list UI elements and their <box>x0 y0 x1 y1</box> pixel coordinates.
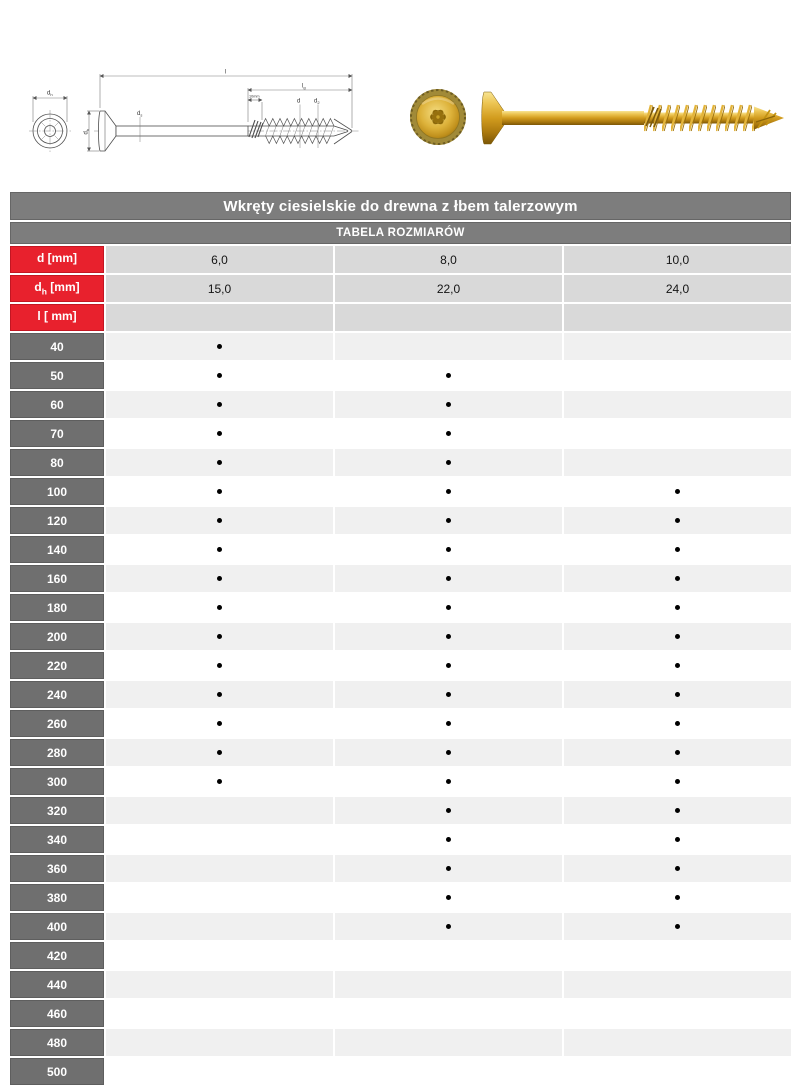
availability-cell <box>106 1000 333 1027</box>
spec-value <box>335 304 562 331</box>
spec-row-d <box>10 246 791 273</box>
availability-cell <box>106 536 333 563</box>
availability-dot <box>446 837 451 842</box>
spec-label-d: d [mm] <box>10 246 104 273</box>
availability-dot <box>446 721 451 726</box>
length-row <box>10 855 791 882</box>
availability-cell <box>335 1058 562 1085</box>
length-label: 180 <box>10 594 104 621</box>
table-subtitle: TABELA ROZMIARÓW <box>10 222 791 244</box>
length-label: 60 <box>10 391 104 418</box>
availability-dot <box>675 866 680 871</box>
availability-cell <box>106 971 333 998</box>
length-row <box>10 1029 791 1056</box>
availability-cell <box>564 449 791 476</box>
availability-cell <box>335 362 562 389</box>
availability-dot <box>446 924 451 929</box>
product-figures <box>0 0 796 185</box>
availability-cell <box>564 884 791 911</box>
availability-cell <box>106 333 333 360</box>
availability-cell <box>335 971 562 998</box>
availability-cell <box>564 478 791 505</box>
availability-dot <box>446 431 451 436</box>
availability-dot <box>675 721 680 726</box>
length-row <box>10 507 791 534</box>
length-label: 120 <box>10 507 104 534</box>
spec-value: 15,0 <box>106 275 333 302</box>
length-label: 360 <box>10 855 104 882</box>
length-label: 420 <box>10 942 104 969</box>
availability-cell <box>106 623 333 650</box>
availability-cell <box>106 507 333 534</box>
availability-cell <box>335 1000 562 1027</box>
availability-cell <box>564 1029 791 1056</box>
availability-dot <box>217 373 222 378</box>
availability-cell <box>106 826 333 853</box>
length-row <box>10 710 791 737</box>
availability-cell <box>564 652 791 679</box>
availability-cell <box>106 565 333 592</box>
dim-label-thread-dia: d <box>297 98 301 105</box>
length-label: 460 <box>10 1000 104 1027</box>
length-row <box>10 884 791 911</box>
availability-cell <box>106 884 333 911</box>
availability-dot <box>675 692 680 697</box>
availability-dot <box>675 576 680 581</box>
availability-cell <box>106 913 333 940</box>
header-rows <box>10 192 791 331</box>
length-label: 380 <box>10 884 104 911</box>
length-label: 500 <box>10 1058 104 1085</box>
availability-dot <box>675 895 680 900</box>
availability-cell <box>564 420 791 447</box>
length-row <box>10 913 791 940</box>
availability-dot <box>217 779 222 784</box>
availability-cell <box>335 768 562 795</box>
availability-dot <box>446 489 451 494</box>
availability-dot <box>446 663 451 668</box>
spec-value <box>564 304 791 331</box>
availability-dot <box>675 924 680 929</box>
availability-dot <box>675 547 680 552</box>
availability-cell <box>106 420 333 447</box>
length-row <box>10 681 791 708</box>
availability-cell <box>106 594 333 621</box>
length-row <box>10 942 791 969</box>
length-label: 100 <box>10 478 104 505</box>
availability-cell <box>106 681 333 708</box>
availability-dot <box>446 895 451 900</box>
availability-cell <box>106 449 333 476</box>
availability-dot <box>217 721 222 726</box>
length-row <box>10 478 791 505</box>
dim-label-offset: 10mm <box>249 94 260 99</box>
availability-cell <box>564 1058 791 1085</box>
availability-dot <box>446 692 451 697</box>
availability-cell <box>564 855 791 882</box>
spec-row-dh <box>10 275 791 302</box>
dim-label-tip-dia: $d_2$ <box>314 98 320 105</box>
dim-label-shank-dia: $d_s$ <box>137 111 143 118</box>
availability-dot <box>446 866 451 871</box>
length-row <box>10 536 791 563</box>
length-row <box>10 797 791 824</box>
length-row <box>10 768 791 795</box>
length-label: 70 <box>10 420 104 447</box>
availability-cell <box>564 536 791 563</box>
length-label: 400 <box>10 913 104 940</box>
size-table <box>8 190 793 1087</box>
availability-cell <box>564 565 791 592</box>
availability-cell <box>335 826 562 853</box>
availability-dot <box>217 402 222 407</box>
availability-dot <box>446 808 451 813</box>
dim-label-total-length: l <box>225 69 227 76</box>
availability-dot <box>446 460 451 465</box>
availability-dot <box>217 344 222 349</box>
length-label: 140 <box>10 536 104 563</box>
availability-cell <box>335 681 562 708</box>
length-row <box>10 362 791 389</box>
availability-dot <box>446 547 451 552</box>
length-row <box>10 333 791 360</box>
availability-cell <box>106 855 333 882</box>
spec-value: 22,0 <box>335 275 562 302</box>
length-row <box>10 391 791 418</box>
dim-label-head-dia-side: $d_h$ <box>83 128 90 135</box>
availability-cell <box>106 710 333 737</box>
availability-cell <box>564 826 791 853</box>
length-row <box>10 739 791 766</box>
side-view-dimensions <box>87 74 352 151</box>
availability-cell <box>106 1029 333 1056</box>
availability-dot <box>446 518 451 523</box>
availability-cell <box>335 1029 562 1056</box>
availability-cell <box>335 623 562 650</box>
availability-cell <box>564 913 791 940</box>
availability-cell <box>564 391 791 418</box>
length-label: 220 <box>10 652 104 679</box>
length-row <box>10 826 791 853</box>
photo-head-top-view <box>410 89 466 145</box>
availability-cell <box>335 710 562 737</box>
availability-dot <box>217 692 222 697</box>
head-top-view <box>29 91 71 153</box>
availability-cell <box>335 391 562 418</box>
length-label: 480 <box>10 1029 104 1056</box>
photo-screw-side <box>482 92 784 144</box>
availability-cell <box>106 942 333 969</box>
length-label: 40 <box>10 333 104 360</box>
availability-dot <box>446 402 451 407</box>
availability-dot <box>217 634 222 639</box>
dim-label-thread-length: $l_g$ <box>302 83 306 90</box>
spec-label-l: l [ mm] <box>10 304 104 331</box>
availability-dot <box>675 489 680 494</box>
availability-dot <box>217 750 222 755</box>
spec-label-dh: $d_h$ [mm] <box>10 275 104 302</box>
availability-cell <box>106 478 333 505</box>
dim-label-head-dia-top: $d_h$ <box>47 90 53 97</box>
length-label: 440 <box>10 971 104 998</box>
availability-dot <box>675 518 680 523</box>
availability-cell <box>106 768 333 795</box>
availability-dot <box>217 518 222 523</box>
availability-cell <box>564 362 791 389</box>
length-row <box>10 623 791 650</box>
length-row <box>10 971 791 998</box>
availability-cell <box>564 710 791 737</box>
availability-cell <box>335 507 562 534</box>
spec-value: 10,0 <box>564 246 791 273</box>
availability-cell <box>106 797 333 824</box>
length-row <box>10 420 791 447</box>
availability-dot <box>217 576 222 581</box>
availability-dot <box>675 634 680 639</box>
product-photo <box>398 80 790 165</box>
length-label: 160 <box>10 565 104 592</box>
length-row <box>10 1000 791 1027</box>
availability-dot <box>217 489 222 494</box>
availability-cell <box>335 333 562 360</box>
length-rows-body <box>10 333 791 1085</box>
availability-cell <box>106 362 333 389</box>
screw-side-view <box>94 111 360 151</box>
spec-value: 6,0 <box>106 246 333 273</box>
spec-value <box>106 304 333 331</box>
availability-cell <box>335 913 562 940</box>
availability-dot <box>217 547 222 552</box>
availability-dot <box>446 373 451 378</box>
availability-cell <box>335 797 562 824</box>
length-row <box>10 652 791 679</box>
availability-dot <box>675 808 680 813</box>
length-label: 280 <box>10 739 104 766</box>
availability-cell <box>564 333 791 360</box>
length-row <box>10 1058 791 1085</box>
availability-cell <box>335 884 562 911</box>
length-label: 320 <box>10 797 104 824</box>
availability-cell <box>564 739 791 766</box>
length-label: 80 <box>10 449 104 476</box>
spec-row-l <box>10 304 791 331</box>
availability-cell <box>335 739 562 766</box>
availability-dot <box>217 663 222 668</box>
length-row <box>10 449 791 476</box>
availability-dot <box>675 750 680 755</box>
length-label: 50 <box>10 362 104 389</box>
length-label: 340 <box>10 826 104 853</box>
availability-cell <box>335 652 562 679</box>
availability-cell <box>335 855 562 882</box>
availability-dot <box>675 605 680 610</box>
availability-cell <box>106 391 333 418</box>
availability-dot <box>446 779 451 784</box>
availability-cell <box>335 536 562 563</box>
availability-cell <box>564 681 791 708</box>
length-row <box>10 565 791 592</box>
length-label: 300 <box>10 768 104 795</box>
length-label: 240 <box>10 681 104 708</box>
availability-dot <box>217 605 222 610</box>
availability-dot <box>675 663 680 668</box>
availability-cell <box>335 478 562 505</box>
availability-cell <box>335 942 562 969</box>
availability-cell <box>564 623 791 650</box>
availability-cell <box>106 739 333 766</box>
availability-cell <box>564 797 791 824</box>
availability-cell <box>564 1000 791 1027</box>
availability-dot <box>675 779 680 784</box>
availability-cell <box>564 942 791 969</box>
availability-cell <box>564 971 791 998</box>
availability-cell <box>564 768 791 795</box>
spec-value: 8,0 <box>335 246 562 273</box>
length-label: 200 <box>10 623 104 650</box>
availability-dot <box>446 750 451 755</box>
length-row <box>10 594 791 621</box>
availability-cell <box>106 1058 333 1085</box>
availability-dot <box>446 605 451 610</box>
availability-cell <box>335 420 562 447</box>
availability-cell <box>335 449 562 476</box>
spec-value: 24,0 <box>564 275 791 302</box>
availability-cell <box>335 594 562 621</box>
availability-cell <box>335 565 562 592</box>
availability-dot <box>446 634 451 639</box>
availability-cell <box>106 652 333 679</box>
availability-dot <box>217 431 222 436</box>
availability-cell <box>564 507 791 534</box>
technical-drawing <box>10 58 370 173</box>
table-title: Wkręty ciesielskie do drewna z łbem talerzowym <box>10 192 791 220</box>
length-label: 260 <box>10 710 104 737</box>
availability-dot <box>675 837 680 842</box>
availability-cell <box>564 594 791 621</box>
availability-dot <box>217 460 222 465</box>
availability-dot <box>446 576 451 581</box>
